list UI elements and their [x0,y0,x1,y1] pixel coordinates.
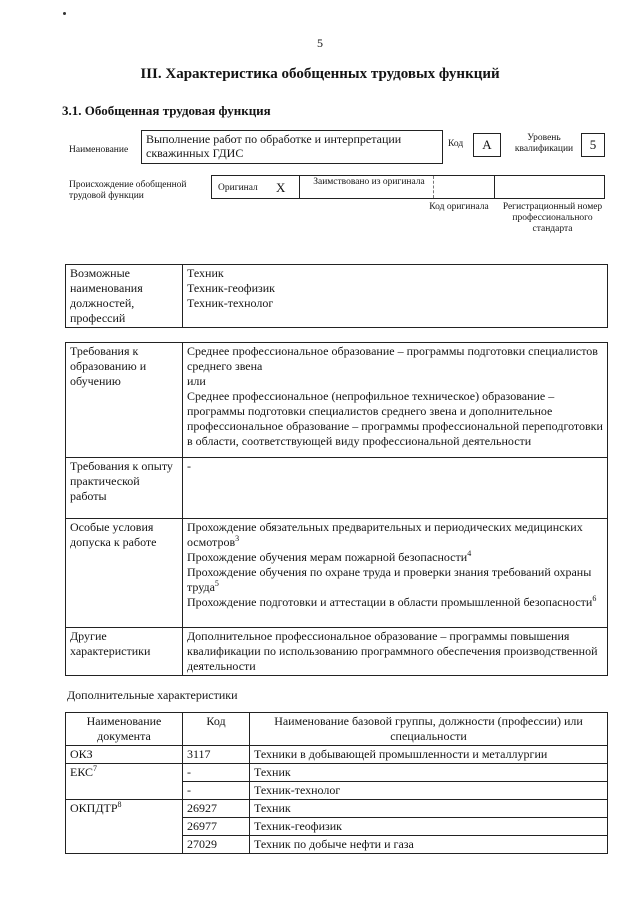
page-number: 5 [317,36,323,50]
requirement-label: Требования к образованию и обучению [66,343,183,458]
requirement-label: Требования к опыту практической работы [66,458,183,519]
function-code-value: А [473,133,501,157]
code-original-label: Код оригинала [429,202,489,212]
table-row [66,800,608,818]
footnote-ref: 8 [117,800,122,809]
requirement-value: Дополнительное профессиональное образование – программы повышения квалификации по использованию программного обеспечения производственной деятельности [183,628,608,676]
header-document: Наименование документа [66,713,183,746]
requirements-table [65,342,608,676]
name-cell: Техники в добывающей промышленности и металлургии [250,746,608,764]
requirement-value: - [183,458,608,519]
qualification-level-value: 5 [581,133,605,157]
header-name: Наименование базовой группы, должности (профессии) или специальности [250,713,608,746]
scan-dot [63,12,66,15]
requirement-value: Среднее профессиональное образование – программы подготовки специалистов среднего звена или Среднее профессиональное (непрофильное техническое) образование – программы подготовки специалистов среднего звена и дополнительное профессиональное образование – программы профессиональной переподготовки в области, соответствующей виду профессиональной деятельности [183,343,608,458]
header-code: Код [183,713,250,746]
code-cell: 26977 [183,818,250,836]
admission-condition: Прохождение обучения по охране труда и проверки знания требований охраны труда$^5$ [187,565,592,594]
table-row [66,746,608,764]
code-cell: - [183,782,250,800]
registration-number-label: Регистрационный номер профессионального стандарта [502,202,603,234]
original-mark: X [276,180,286,195]
code-cell: 27029 [183,836,250,854]
positions-list [183,265,608,328]
footnote-ref: 4 [467,549,472,558]
footnote-ref: 6 [592,594,597,603]
additional-title: Дополнительные характеристики [67,688,238,702]
requirement-row [66,628,608,676]
footnote-ref: 5 [214,579,219,588]
name-cell: Техник [250,764,608,782]
code-cell: 3117 [183,746,250,764]
positions-row [66,265,608,328]
borrowed-divider [433,176,434,198]
subsection-title: 3.1. Обобщенная трудовая функция [62,103,271,118]
admission-condition: Прохождение обязательных предварительных и периодических медицинских осмотров$^3$ [187,520,583,549]
requirement-row [66,343,608,458]
footnote-ref: 7 [93,764,98,773]
section-title: III. Характеристика обобщенных трудовых функций [140,66,500,82]
doc-okpdtr: ОКПДТР$^8$ [66,800,183,854]
requirement-label: Другие характеристики [66,628,183,676]
requirement-value [183,519,608,628]
admission-condition: Прохождение обучения мерам пожарной безопасности$^4$ [187,549,472,564]
function-code-label: Код [448,139,464,149]
requirement-row [66,458,608,519]
name-cell: Техник [250,800,608,818]
name-cell: Техник-геофизик [250,818,608,836]
original-label: Оригинал [218,183,258,193]
code-cell: - [183,764,250,782]
footnote-ref: 3 [235,534,240,543]
name-cell: Техник-технолог [250,782,608,800]
requirement-label: Особые условия допуска к работе [66,519,183,628]
origin-divider [299,176,300,198]
origin-label: Происхождение обобщенной трудовой функции [69,180,187,201]
positions-table [65,264,608,328]
doc-eks: ЕКС$^7$ [66,764,183,800]
position-item: Техник [187,266,224,280]
position-item: Техник-технолог [187,296,274,310]
additional-table [65,712,608,854]
requirement-row [66,519,608,628]
function-name-value: Выполнение работ по обработке и интерпретации скважинных ГДИС [141,130,443,164]
function-name-label: Наименование [69,145,129,155]
qualification-level-label: Уровень квалификации [514,133,574,154]
position-item: Техник-геофизик [187,281,275,295]
table-row [66,764,608,782]
origin-box [211,175,605,199]
borrowed-label: Заимствовано из оригинала [313,177,425,187]
additional-header-row [66,713,608,746]
code-divider [494,176,495,198]
name-cell: Техник по добыче нефти и газа [250,836,608,854]
code-cell: 26927 [183,800,250,818]
positions-label: Возможные наименования должностей, профессий [66,265,183,328]
doc-okz: ОКЗ [66,746,183,764]
admission-condition: Прохождение подготовки и аттестации в области промышленной безопасности$^6$ [187,594,597,609]
